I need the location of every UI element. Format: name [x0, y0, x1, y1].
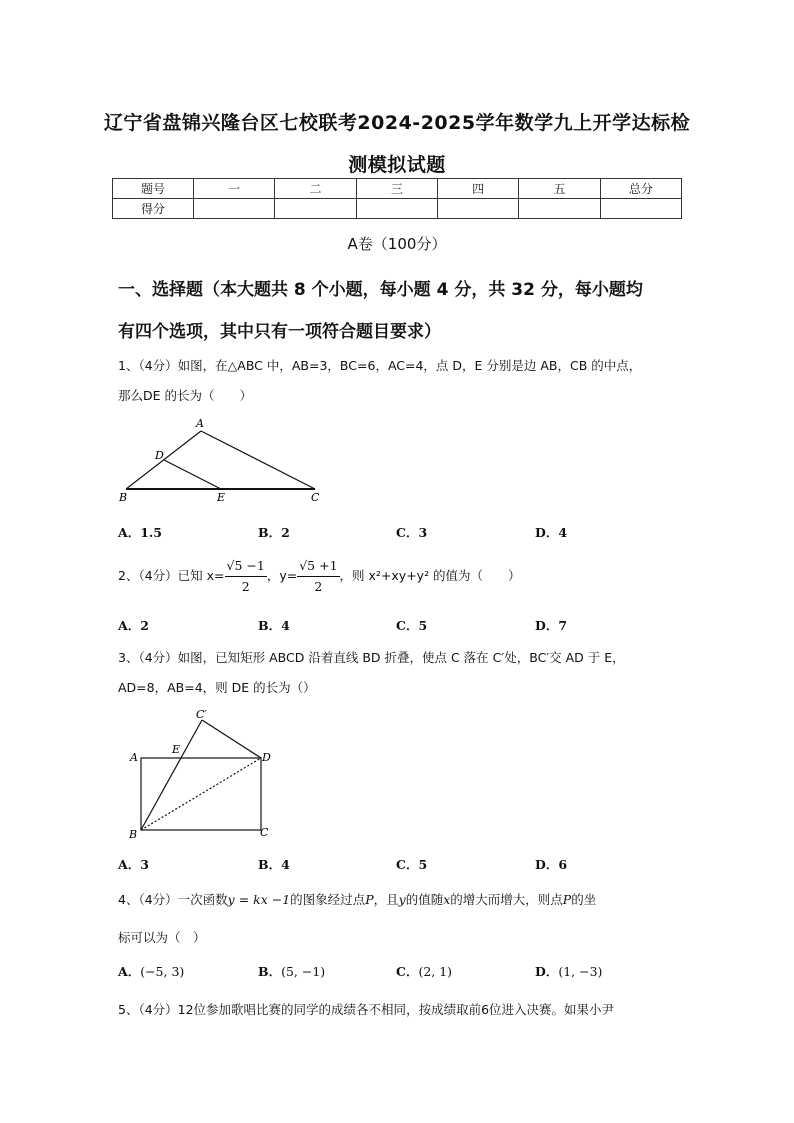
score-table [112, 178, 682, 219]
q2-mid: ，y= [266, 568, 298, 583]
q1-option-a[interactable]: A．1.5 [118, 525, 162, 540]
q2-suffix: ，则 x²+xy+y² 的值为（ ） [339, 568, 521, 583]
q4-option-a-label: A． [118, 964, 141, 979]
q2-text [118, 556, 521, 597]
q4-prefix: 4、（4分）一次函数 [118, 892, 228, 907]
score-header-cell: 五 [519, 179, 600, 199]
score-header-cell: 四 [437, 179, 518, 199]
section1-heading-line1: 一、选择题（本大题共 8 个小题，每小题 4 分，共 32 分，每小题均 [118, 280, 643, 300]
q3-label-Cprime: C′ [196, 708, 207, 721]
score-table-header-row [113, 179, 682, 199]
score-cell[interactable] [194, 199, 275, 219]
q4-function: y = kx −1 [227, 892, 291, 907]
q4-text-line2: 标可以为（ ） [118, 930, 206, 945]
q3-label-B: B [129, 828, 138, 841]
q3-label-C: C [260, 826, 269, 839]
q1-label-C: C [311, 491, 320, 504]
q3-text-line1: 3、（4分）如图，已知矩形 ABCD 沿着直线 BD 折叠，使点 C 落在 C′处，BC′交 AD 于 E， [118, 650, 625, 665]
score-header-cell: 三 [356, 179, 437, 199]
q1-option-c[interactable]: C．3 [396, 525, 428, 540]
q4-point-p: P [365, 892, 374, 907]
q4-option-b-value: (5, −1) [281, 964, 326, 979]
q2-option-a[interactable]: A．2 [118, 618, 149, 633]
q3-label-D: D [262, 751, 271, 764]
q4-option-c-value: (2, 1) [418, 964, 453, 979]
q5-text-line1: 5、（4分）12位参加歌唱比赛的同学的成绩各不相同，按成绩取前6位进入决赛。如果小尹 [118, 1002, 615, 1017]
score-cell[interactable] [356, 199, 437, 219]
q2-y-denominator: 2 [314, 579, 323, 594]
q4-mid4: 的增大而增大，则点 [450, 892, 563, 907]
q4-mid1: 的图象经过点 [290, 892, 366, 907]
q4-option-d-value: (1, −3) [558, 964, 603, 979]
q4-text-line1 [118, 890, 596, 908]
score-table-score-row [113, 199, 682, 219]
document-title-line2: 测模拟试题 [348, 154, 446, 176]
q2-y-numerator: √5 +1 [297, 556, 339, 577]
q4-option-b[interactable] [258, 962, 325, 980]
q2-option-c[interactable]: C．5 [396, 618, 428, 633]
q1-label-A: A [196, 417, 204, 430]
q1-label-B: B [119, 491, 128, 504]
q1-option-d[interactable]: D．4 [535, 525, 568, 540]
score-header-cell: 题号 [113, 179, 194, 199]
score-cell[interactable] [275, 199, 356, 219]
q2-x-denominator: 2 [241, 579, 250, 594]
q4-mid2: ，且 [373, 892, 399, 907]
q3-option-b[interactable]: B．4 [258, 857, 290, 872]
score-header-cell: 二 [275, 179, 356, 199]
q4-option-d[interactable] [535, 962, 602, 980]
q3-option-a[interactable]: A．3 [118, 857, 149, 872]
score-header-cell: 一 [194, 179, 275, 199]
q1-text-line1: 1、（4分）如图，在△ABC 中，AB=3，BC=6，AC=4，点 D，E 分别是边 AB，CB 的中点， [118, 358, 642, 373]
score-header-cell: 总分 [600, 179, 681, 199]
section1-heading-line2: 有四个选项，其中只有一项符合题目要求） [118, 322, 441, 342]
q3-text-line2: AD=8，AB=4，则 DE 的长为（） [118, 680, 316, 695]
q4-mid5: 的坐 [571, 892, 597, 907]
q2-prefix: 2、（4分）已知 x= [118, 568, 225, 583]
q1-label-E: E [217, 491, 226, 504]
q3-label-A: A [130, 751, 138, 764]
q3-label-E: E [172, 743, 181, 756]
q4-option-c[interactable] [396, 962, 452, 980]
q3-option-c[interactable]: C．5 [396, 857, 428, 872]
q4-option-a[interactable] [118, 962, 184, 980]
score-cell[interactable] [437, 199, 518, 219]
q2-option-d[interactable]: D．7 [535, 618, 568, 633]
score-row-label: 得分 [113, 199, 194, 219]
q1-label-D: D [155, 449, 164, 462]
q2-x-numerator: √5 −1 [225, 556, 267, 577]
q4-option-d-label: D． [535, 964, 559, 979]
q4-var-x: x [443, 892, 451, 907]
q4-point-p2: P [562, 892, 572, 907]
document-title-line1: 辽宁省盘锦兴隆台区七校联考2024-2025学年数学九上开学达标检 [103, 112, 691, 134]
q1-text-line2: 那么DE 的长为（ ） [118, 388, 252, 403]
q3-option-d[interactable]: D．6 [535, 857, 568, 872]
q4-mid3: 的值随 [405, 892, 444, 907]
q1-triangle-figure [112, 412, 332, 508]
q2-x-fraction [225, 556, 267, 597]
score-cell[interactable] [600, 199, 681, 219]
q3-rectangle-figure [120, 704, 280, 844]
q4-var-y: y [398, 892, 406, 907]
q1-option-b[interactable]: B．2 [258, 525, 290, 540]
q2-option-b[interactable]: B．4 [258, 618, 290, 633]
q2-y-fraction [297, 556, 339, 597]
part-a-heading: A卷（100分） [347, 235, 447, 253]
q4-option-b-label: B． [258, 964, 282, 979]
q4-option-c-label: C． [396, 964, 419, 979]
score-cell[interactable] [519, 199, 600, 219]
q4-option-a-value: (−5, 3) [140, 964, 185, 979]
